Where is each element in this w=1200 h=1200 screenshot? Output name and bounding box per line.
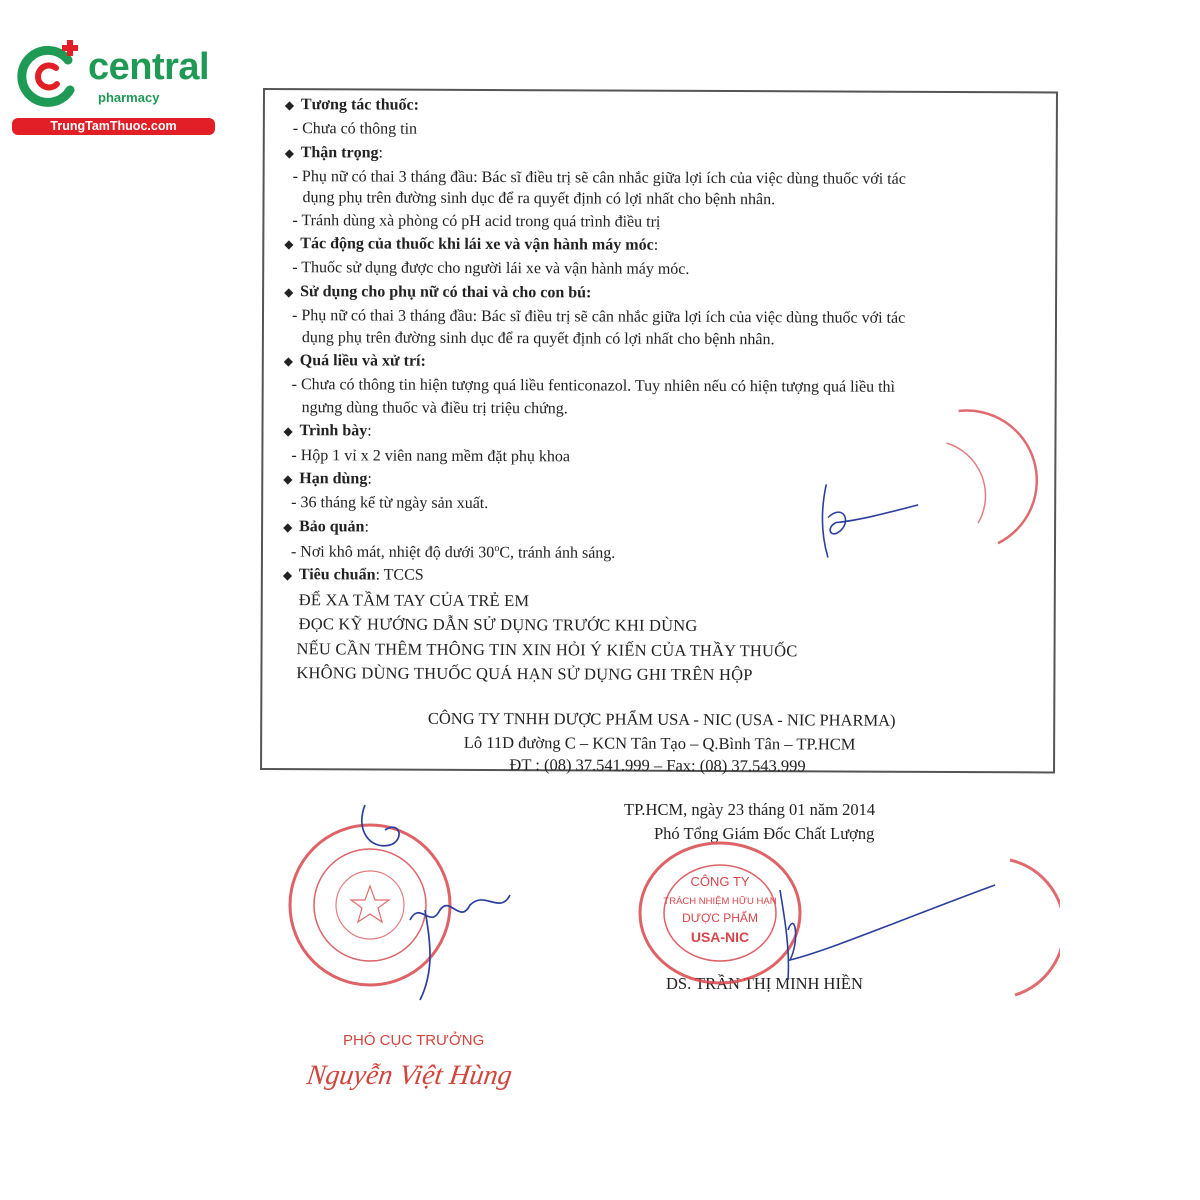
section-heading-interactions: ◆ Tương tác thuốc: — [284, 96, 419, 114]
section-line: - Phụ nữ có thai 3 tháng đầu: Bác sĩ điều trị sẽ cân nhắc giữa lợi ích của việc dùng thuốc với tác — [292, 168, 906, 188]
signer-name: DS. TRẦN THỊ MINH HIỀN — [666, 974, 863, 993]
svg-text:CÔNG TY: CÔNG TY — [690, 874, 750, 889]
svg-text:DƯỢC PHẨM: DƯỢC PHẨM — [682, 911, 758, 925]
central-logo-mark-icon — [10, 38, 90, 110]
logo-name: central — [88, 46, 210, 88]
leaflet-frame — [260, 88, 1058, 776]
section-heading-overdose: ◆ Quá liều và xử trí: — [283, 352, 426, 370]
section-line: ngưng dùng thuốc và điều trị triệu chứng. — [301, 399, 568, 418]
section-line: - 36 tháng kể từ ngày sản xuất. — [291, 494, 489, 512]
section-line: - Tránh dùng xà phòng có pH acid trong quá trình điều trị — [292, 212, 661, 231]
section-line: - Phụ nữ có thai 3 tháng đầu: Bác sĩ điều trị sẽ cân nhắc giữa lợi ích của việc dùng thuốc với tác — [291, 307, 906, 327]
section-line: - Thuốc sử dụng được cho người lái xe và vận hành máy móc. — [292, 259, 690, 278]
svg-text:USA-NIC: USA-NIC — [690, 929, 750, 945]
section-heading-storage: ◆ Bảo quản: — [283, 518, 369, 536]
company-address: Lô 11D đường C – KCN Tân Tạo – Q.Bình Tân – TP.HCM — [463, 732, 856, 754]
ministry-signature-icon — [350, 800, 520, 1010]
signature-date: TP.HCM, ngày 23 tháng 01 năm 2014 — [624, 800, 876, 819]
director-signature-icon — [760, 880, 1000, 990]
warning-line: ĐỌC KỸ HƯỚNG DẪN SỬ DỤNG TRƯỚC KHI DÙNG — [298, 614, 698, 635]
section-heading-standard: ◆ Tiêu chuẩn: TCCS — [282, 566, 424, 584]
partial-stamp-icon — [938, 403, 1049, 553]
warning-line: KHÔNG DÙNG THUỐC QUÁ HẠN SỬ DỤNG GHI TRÊN HỘP — [296, 663, 753, 685]
logo-url-banner[interactable]: TrungTamThuoc.com — [12, 118, 215, 135]
section-line: - Hộp 1 vỉ x 2 viên nang mềm đặt phụ khoa — [291, 447, 571, 466]
svg-text:TRÁCH NHIỆM HỮU HẠN: TRÁCH NHIỆM HỮU HẠN — [663, 896, 777, 907]
central-pharmacy-logo[interactable] — [10, 38, 215, 138]
ministry-signer-title: PHÓ CỤC TRƯỞNG — [343, 1032, 485, 1049]
company-name: CÔNG TY TNHH DƯỢC PHẨM USA - NIC (USA - NIC PHARMA) — [427, 708, 896, 730]
section-line: dụng phụ trên đường sinh dục để ra quyết định có lợi nhất cho bệnh nhân. — [301, 329, 775, 349]
partial-stamp-right-icon — [1000, 855, 1060, 1005]
ministry-signer-name: Nguyễn Việt Hùng — [304, 1060, 515, 1091]
section-line: - Chưa có thông tin — [292, 120, 418, 138]
company-phone: ĐT : (08) 37.541.999 – Fax: (08) 37.543.999 — [509, 755, 806, 776]
section-line: - Nơi khô mát, nhiệt độ dưới 30$^o$C, tránh ánh sáng. — [290, 543, 616, 562]
warning-line: ĐỂ XA TẦM TAY CỦA TRẺ EM — [298, 590, 530, 611]
section-line: dụng phụ trên đường sinh dục để ra quyết định có lợi nhất cho bệnh nhân. — [302, 189, 776, 209]
section-heading-pregnancy: ◆ Sử dụng cho phụ nữ có thai và cho con bú: — [284, 283, 592, 302]
warning-line: NẾU CẦN THÊM THÔNG TIN XIN HỎI Ý KIẾN CỦA THẦY THUỐC — [296, 639, 798, 661]
section-heading-shelf-life: ◆ Hạn dùng: — [283, 470, 372, 488]
signature-role: Phó Tổng Giám Đốc Chất Lượng — [654, 824, 875, 843]
logo-subtitle: pharmacy — [98, 90, 160, 105]
inner-signature-icon — [818, 482, 928, 562]
section-heading-precautions: ◆ Thận trọng: — [284, 144, 384, 162]
section-line: - Chưa có thông tin hiện tượng quá liều fenticonazol. Tuy nhiên nếu có hiện tượng quá liều thì — [291, 376, 896, 396]
section-heading-presentation: ◆ Trình bày: — [283, 422, 372, 440]
section-heading-driving: ◆ Tác động của thuốc khi lái xe và vận hành máy móc: — [284, 235, 659, 254]
